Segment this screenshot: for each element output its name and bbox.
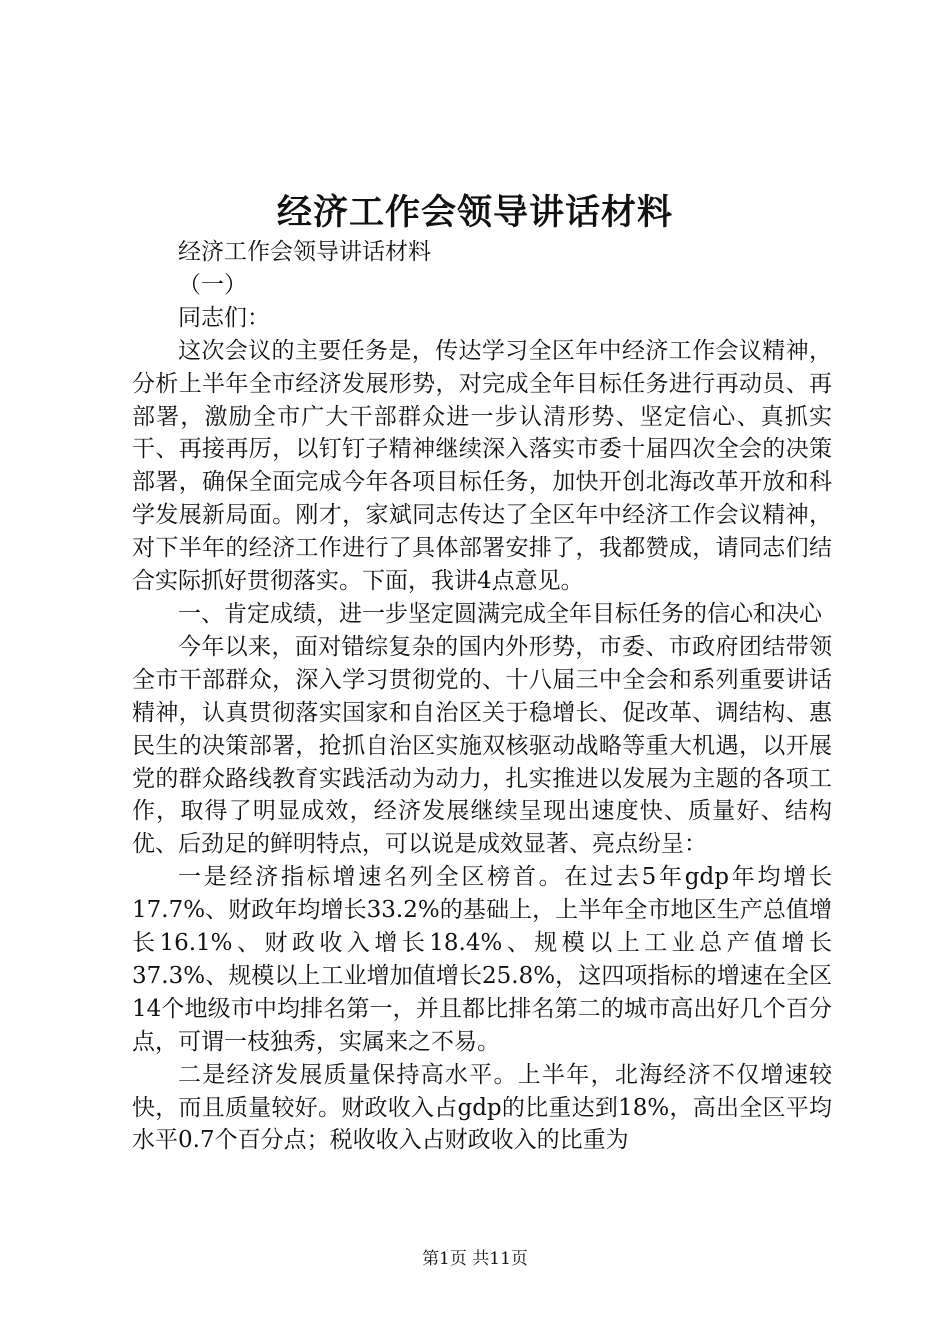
body-paragraph: 今年以来，面对错综复杂的国内外形势，市委、市政府团结带领全市干部群众，深入学习贯彻党的、十八届三中全会和系列重要讲话精神，认真贯彻落实国家和自治区关于稳增长、促改革、调结构、惠民生的决策部署，抢抓自治区实施双核驱动战略等重大机遇，以开展党的群众路线教育实践活动为动力，扎实推进以发展为主题的各项工作，取得了明显成效，经济发展继续呈现出速度快、质量好、结构优、后劲足的鲜明特点，可以说是成效显著、亮点纷呈： [132,633,832,858]
subtitle-paragraph: 经济工作会领导讲话材料 [178,239,431,265]
page-footer: 第1页 共11页 [422,1249,528,1269]
salutation: 同志们： [178,304,270,331]
body-paragraph: 二是经济发展质量保持高水平。上半年，北海经济不仅增速较快，而且质量较好。财政收入占gdp的比重达到18%，高出全区平均水平0.7个百分点；税收收入占财政收入的比重为 [132,1061,832,1154]
body-paragraph: 这次会议的主要任务是，传达学习全区年中经济工作会议精神，分析上半年全市经济发展形势，对完成全年目标任务进行再动员、再部署，激励全市广大干部群众进一步认清形势、坚定信心、真抓实干、再接再厉，以钉钉子精神继续深入落实市委十届四次全会的决策部署，确保全面完成今年各项目标任务，加快开创北海改革开放和科学发展新局面。刚才，家斌同志传达了全区年中经济工作会议精神，对下半年的经济工作进行了具体部署安排了，我都赞成，请同志们结合实际抓好贯彻落实。下面，我讲4点意见。 [132,337,832,595]
section-heading: 一、肯定成绩，进一步坚定圆满完成全年目标任务的信心和决心 [178,600,822,627]
section-number: （一） [178,271,247,298]
body-paragraph: 一是经济指标增速名列全区榜首。在过去5年gdp年均增长17.7%、财政年均增长33.2%的基础上，上半年全市地区生产总值增长16.1%、财政收入增长18.4%、规模以上工业总产值增长37.3%、规模以上工业增加值增长25.8%，这四项指标的增速在全区14个地级市中均排名第一，并且都比排名第二的城市高出好几个百分点，可谓一枝独秀，实属来之不易。 [132,864,832,1055]
document-title: 经济工作会领导讲话材料 [276,192,673,233]
document-body [132,236,832,1157]
